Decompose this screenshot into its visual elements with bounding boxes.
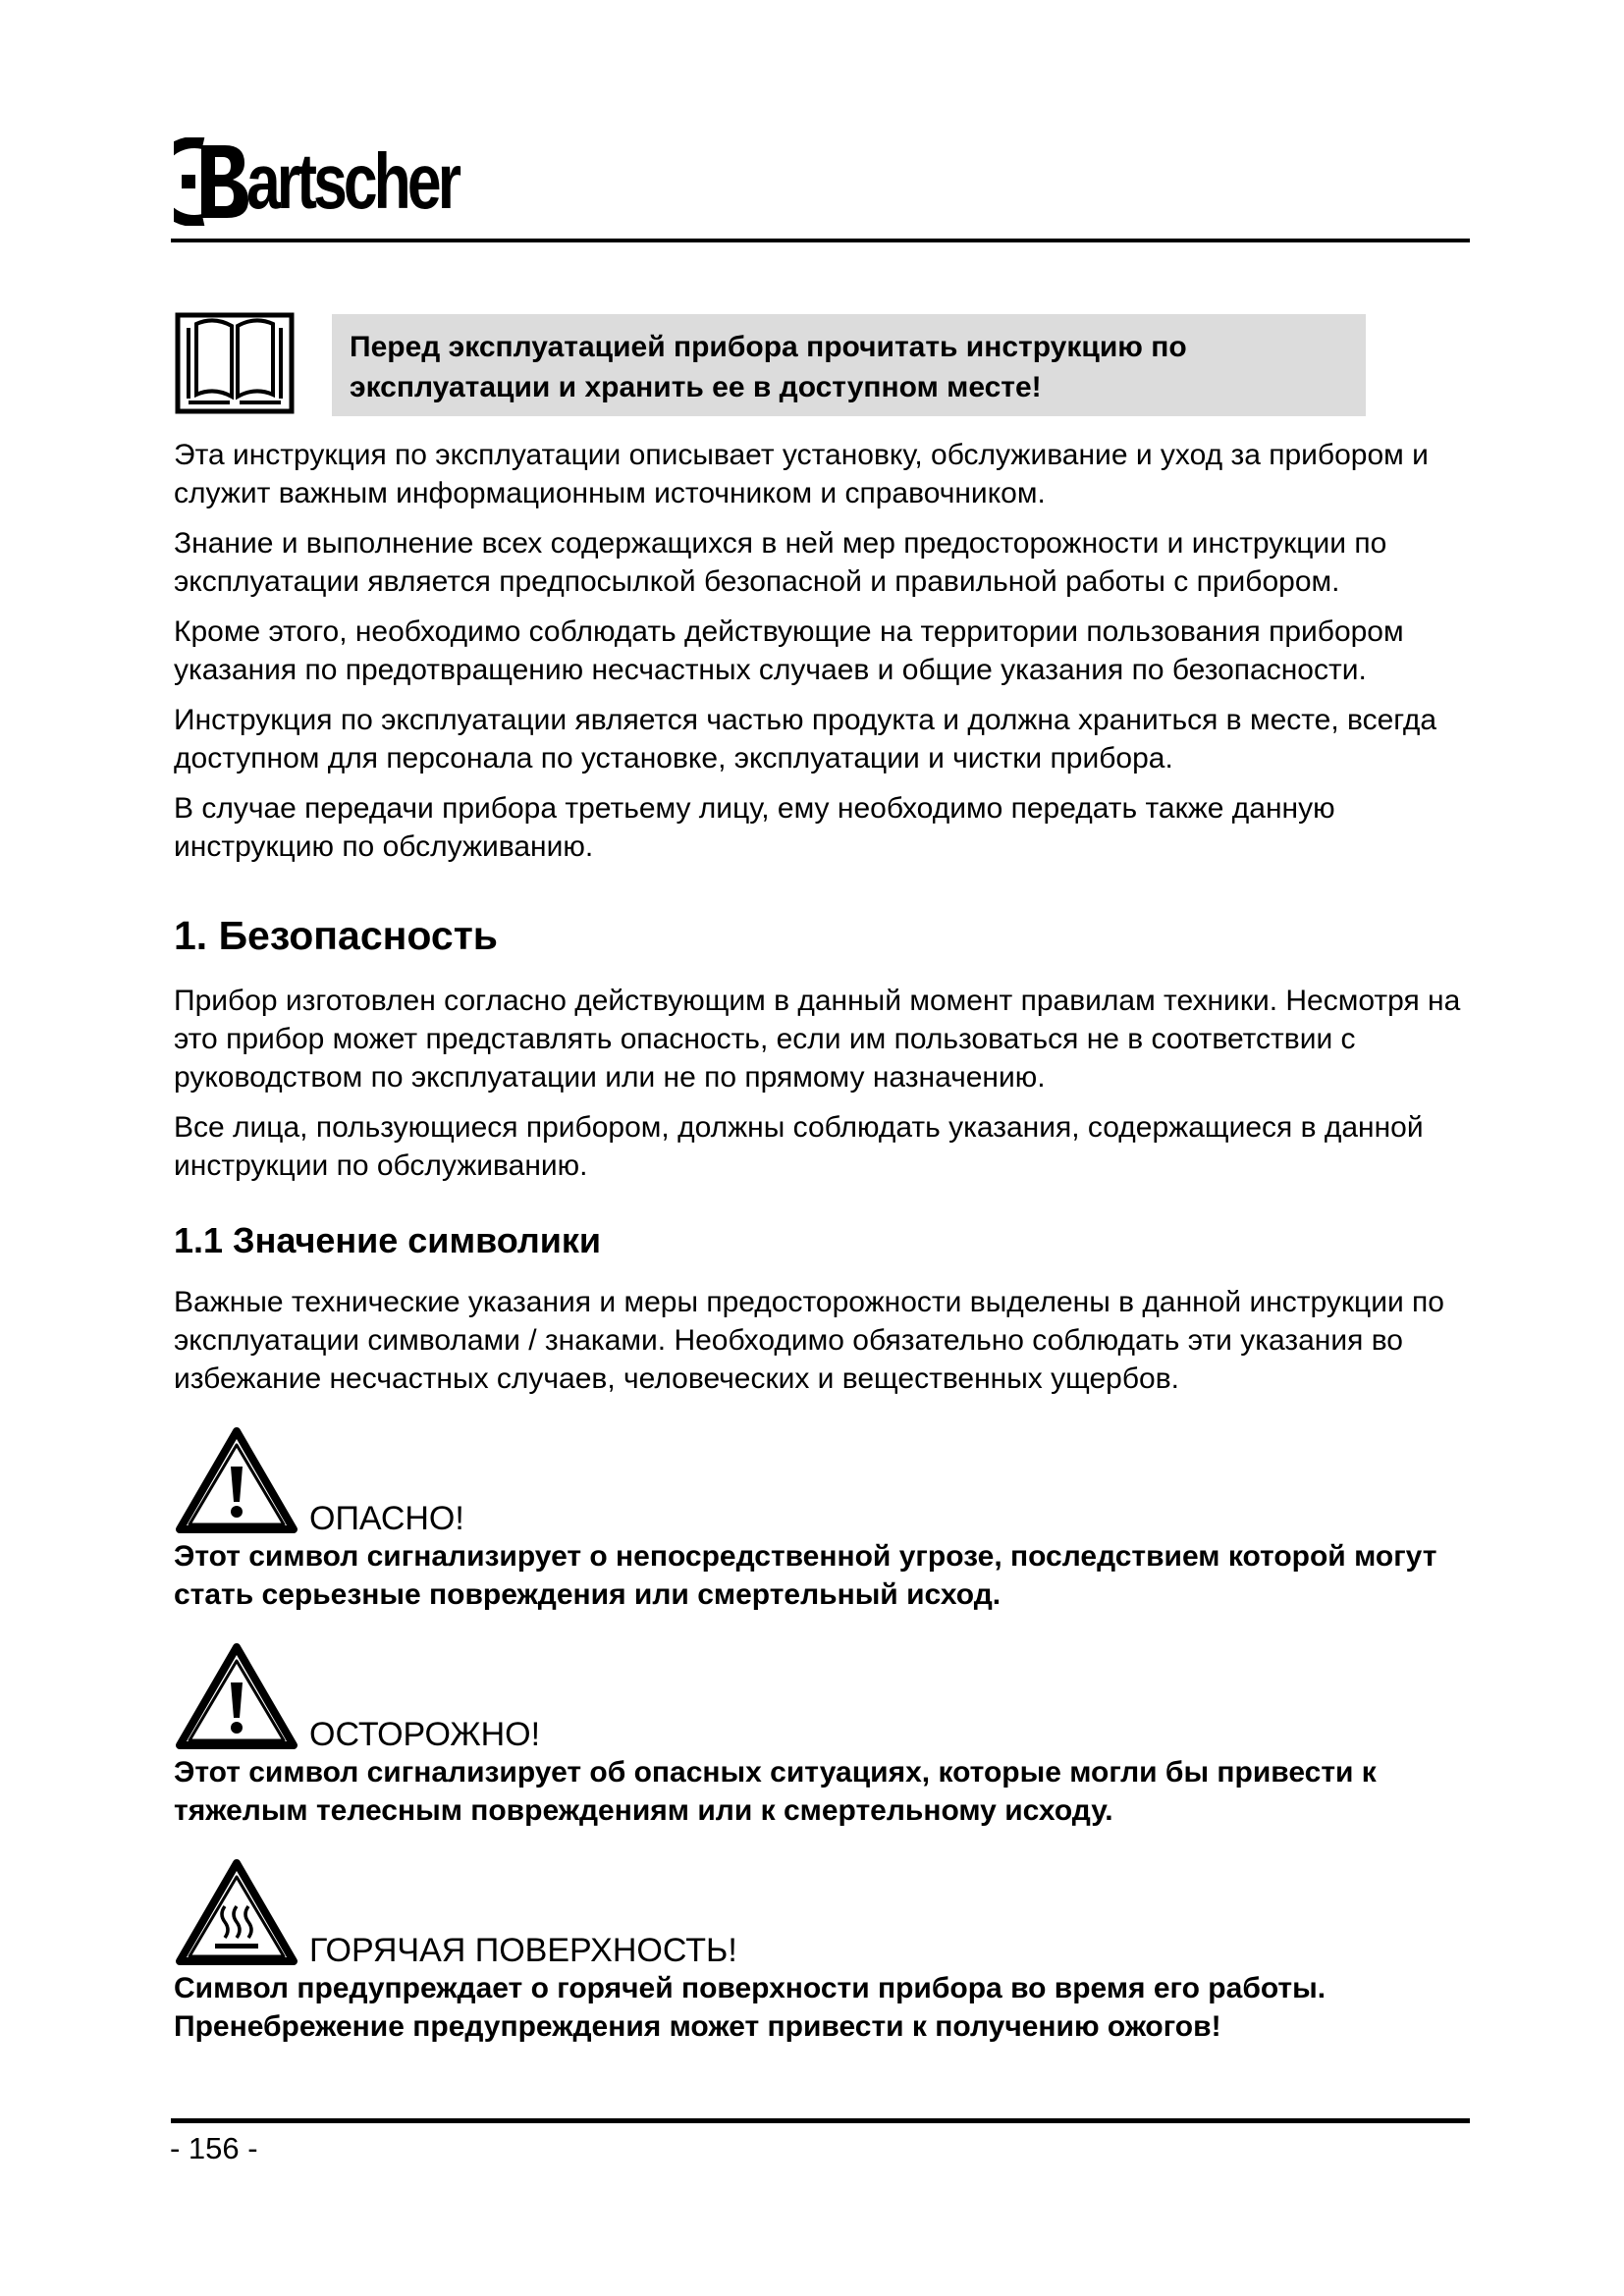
warning-title: ОСТОРОЖНО! xyxy=(309,1716,541,1753)
intro-paragraph: Кроме этого, необходимо соблюдать действующие на территории пользования прибором указания по предотвращению несчастных случаев и общие указания по безопасности. xyxy=(174,615,1404,686)
warning-title: ГОРЯЧАЯ ПОВЕРХНОСТЬ! xyxy=(309,1932,737,1969)
notice-line-2: эксплуатации и хранить ее в доступном месте! xyxy=(350,371,1042,403)
page-number: - 156 - xyxy=(170,2131,258,2165)
intro-paragraph: Знание и выполнение всех содержащихся в ней мер предосторожности и инструкции по эксплуатации является предпосылкой безопасной и правильной работы с прибором. xyxy=(174,527,1387,598)
notice-box xyxy=(332,314,1366,416)
warning-text: Символ предупреждает о горячей поверхности прибора во время его работы. Пренебрежение предупреждения может привести к получению ожогов! xyxy=(174,1972,1326,2043)
warning-text: Этот символ сигнализирует о непосредственной угрозе, последствием которой могут стать серьезные повреждения или смертельный исход. xyxy=(174,1540,1437,1611)
intro-paragraph: Инструкция по эксплуатации является частью продукта и должна храниться в месте, всегда доступном для персонала по установке, эксплуатации и чистки прибора. xyxy=(174,704,1437,774)
logo-wordmark: artscher xyxy=(246,137,459,225)
bartscher-logo xyxy=(174,133,517,231)
header-rule xyxy=(171,239,1470,242)
logo-b-emblem-icon xyxy=(174,137,250,226)
warning-block-hot-surface xyxy=(174,1853,1494,2046)
content xyxy=(174,436,1494,2057)
section-paragraph: Прибор изготовлен согласно действующим в данный момент правилам техники. Несмотря на это прибор может представлять опасность, если им пользоваться не в соответствии с руководством по эксплуатации или не по прямому назначению. xyxy=(174,985,1461,1094)
danger-triangle-icon xyxy=(174,1425,299,1537)
warning-block-danger xyxy=(174,1421,1494,1614)
book-icon xyxy=(175,312,295,414)
hot-surface-icon xyxy=(174,1857,299,1969)
warning-triangle-icon xyxy=(174,1641,299,1753)
warning-block-caution xyxy=(174,1637,1494,1830)
intro-paragraph: В случае передачи прибора третьему лицу, ему необходимо передать также данную инструкцию по обслуживанию. xyxy=(174,792,1335,863)
section-paragraph: Все лица, пользующиеся прибором, должны соблюдать указания, содержащиеся в данной инструкции по обслуживанию. xyxy=(174,1111,1424,1182)
notice-line-1: Перед эксплуатацией прибора прочитать инструкцию по xyxy=(350,331,1187,363)
footer-rule xyxy=(171,2118,1470,2123)
warning-text: Этот символ сигнализирует об опасных ситуациях, которые могли бы привести к тяжелым телесным повреждениям или к смертельному исходу. xyxy=(174,1756,1377,1827)
subsection-title: 1.1 Значение символики xyxy=(174,1220,601,1260)
section-title: 1. Безопасность xyxy=(174,913,498,958)
warning-title: ОПАСНО! xyxy=(309,1500,464,1537)
subsection-paragraph: Важные технические указания и меры предосторожности выделены в данной инструкции по эксплуатации символами / знаками. Необходимо обязательно соблюдать эти указания во избежание несчастных случаев, человеческих и вещественных ущербов. xyxy=(174,1286,1444,1395)
intro-paragraph: Эта инструкция по эксплуатации описывает установку, обслуживание и уход за прибором и служит важным информационным источником и справочником. xyxy=(174,439,1429,509)
